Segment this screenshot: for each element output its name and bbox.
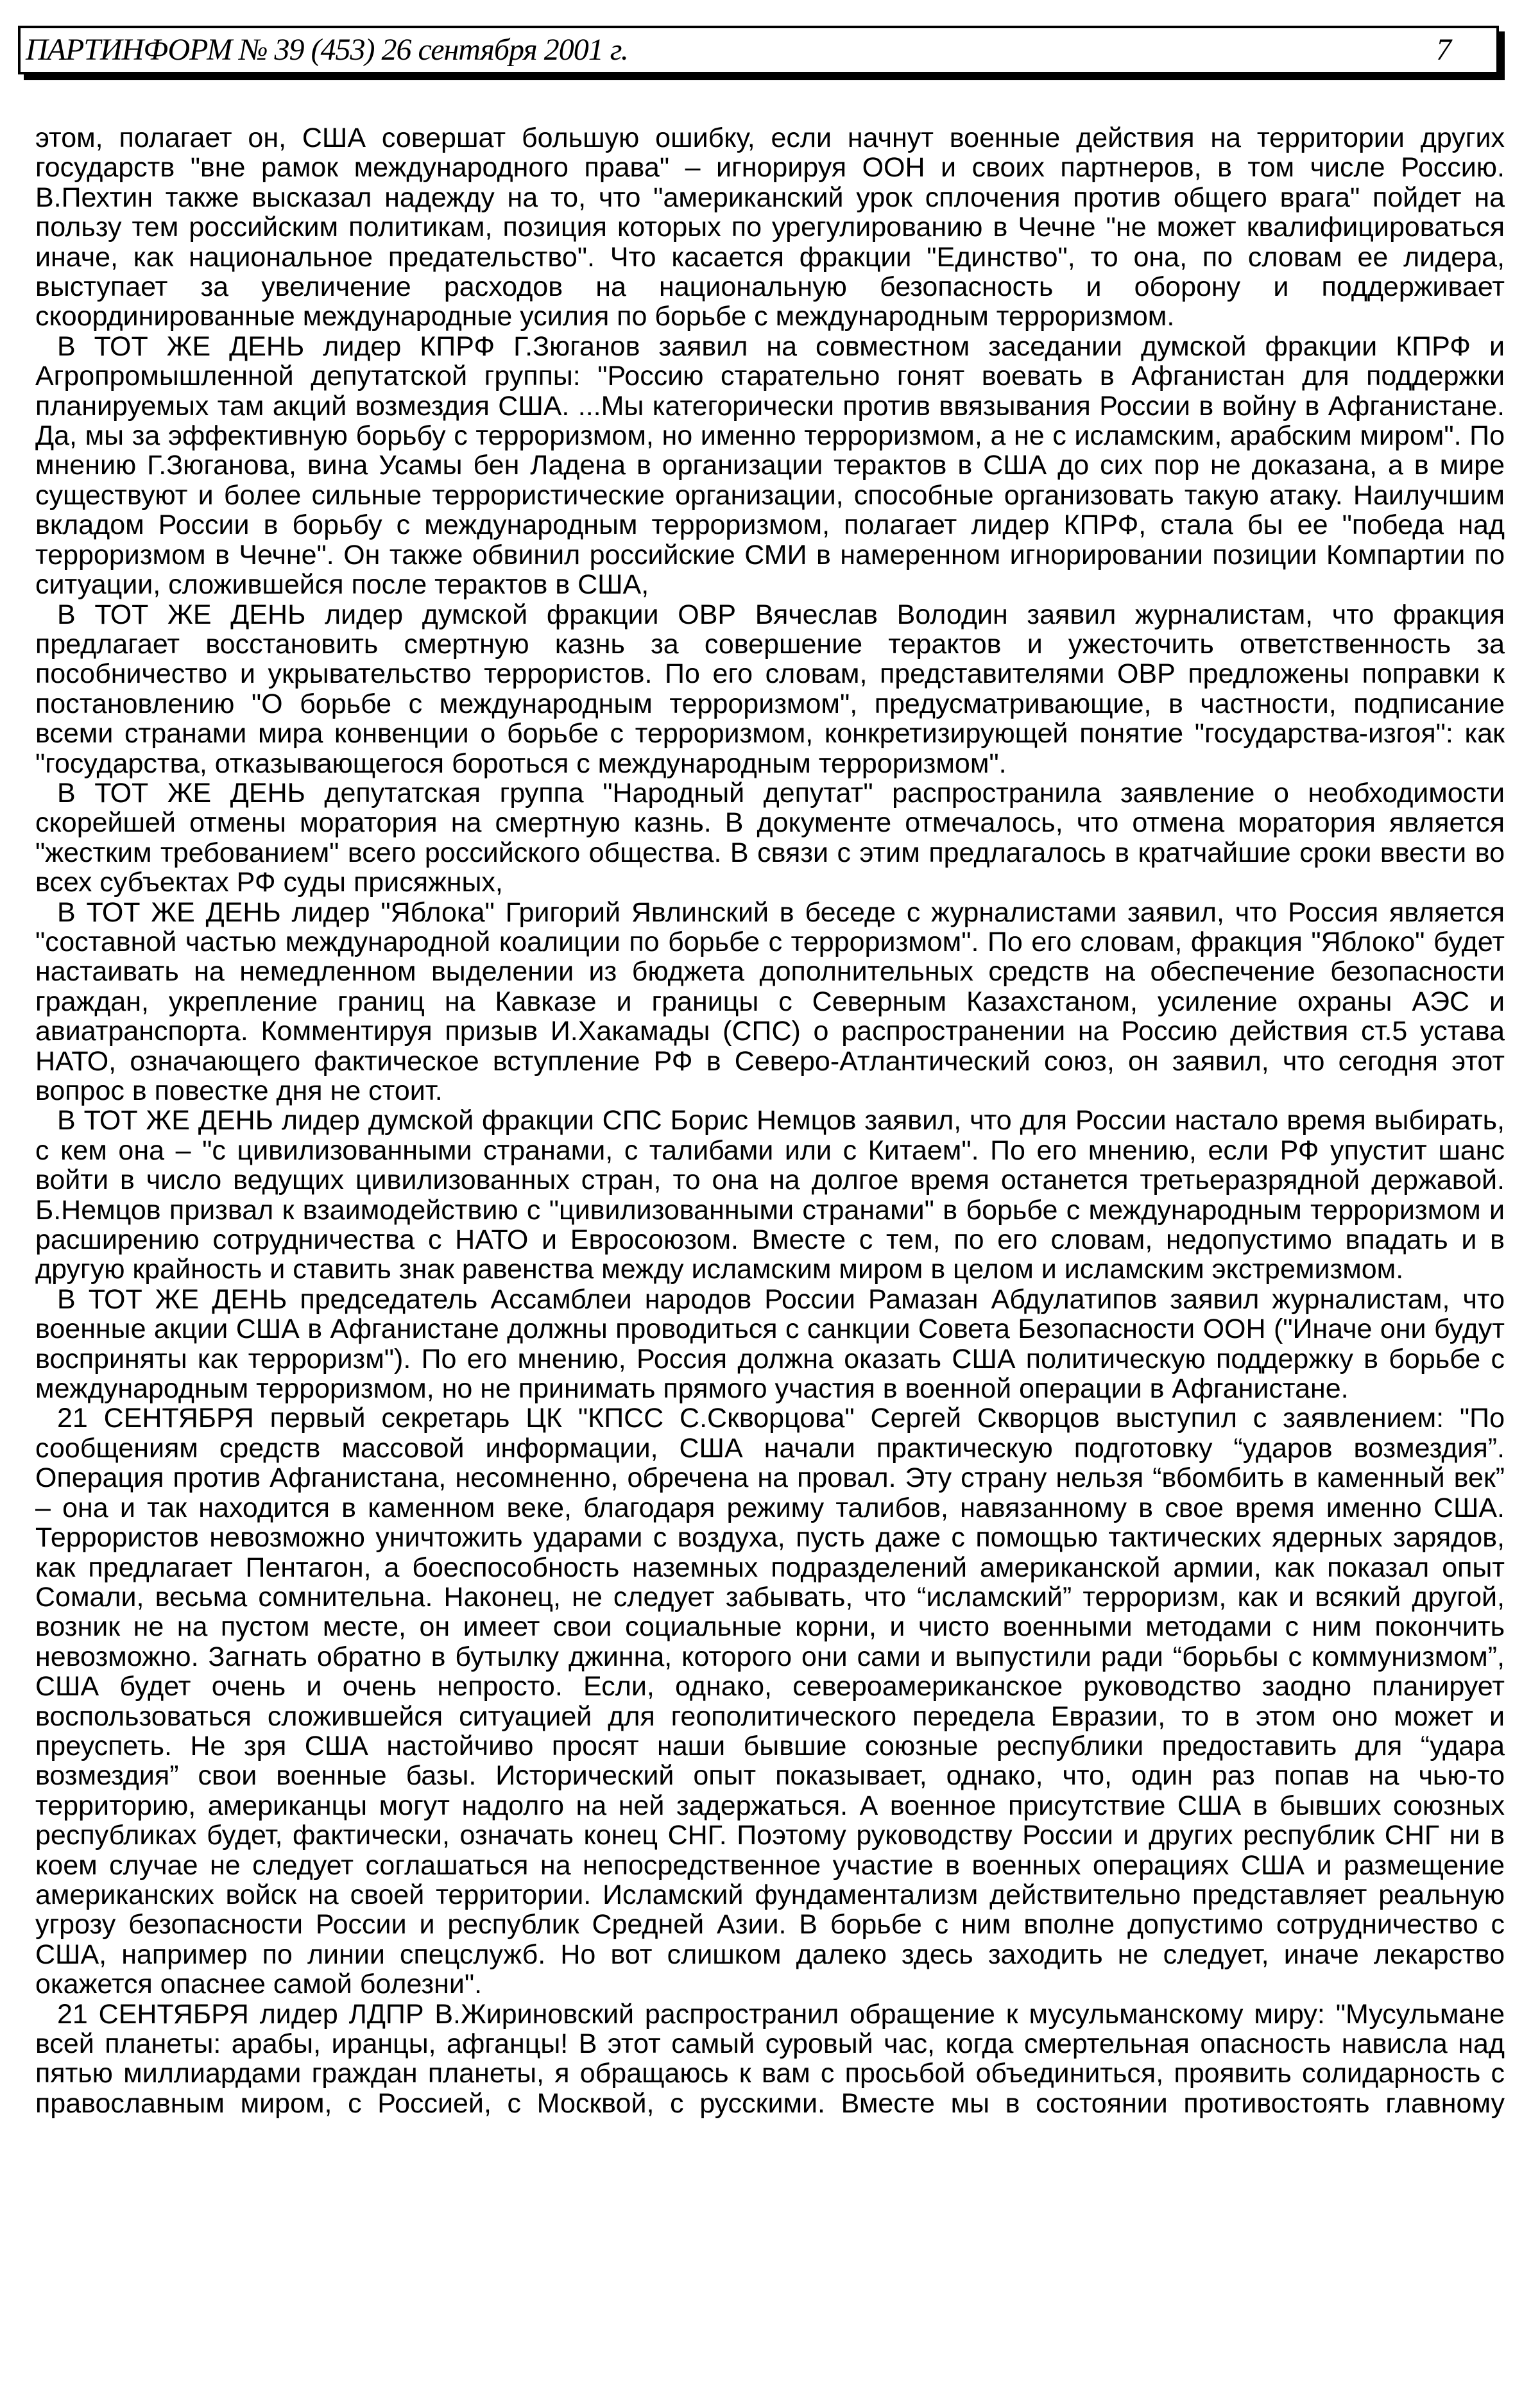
page-header xyxy=(18,26,1499,74)
paragraph: В ТОТ ЖЕ ДЕНЬ депутатская группа "Народный депутат" распространила заявление о необходимости скорейшей отмены моратория на смертную казнь. В документе отмечалось, что отмена моратория является "жестким требованием" всего российского общества. В связи с этим предлагалось в кратчайшие сроки ввести во всех субъектах РФ суды присяжных, xyxy=(35,777,1505,898)
paragraph: В ТОТ ЖЕ ДЕНЬ лидер "Яблока" Григорий Явлинский в беседе с журналистами заявил, что Россия является "составной частью международной коалиции по борьбе с терроризмом". По его словам, фракция "Яблоко" будет настаивать на немедленном выделении из бюджета дополнительных средств на обеспечение безопасности граждан, укрепление границ на Кавказе и границы с Северным Казахстаном, усиление охраны АЭС и авиатранспорта. Комментируя призыв И.Хакамады (СПС) о распространении на Россию действия ст.5 устава НАТО, означающего фактическое вступление РФ в Северо-Атлантический союз, он заявил, что сегодня этот вопрос в повестке дня не стоит. xyxy=(35,896,1505,1106)
paragraph: В ТОТ ЖЕ ДЕНЬ председатель Ассамблеи народов России Рамазан Абдулатипов заявил журналистам, что военные акции США в Афганистане должны проводиться с санкции Совета Безопасности ООН ("Иначе они будут восприняты как терроризм"). По его мнению, Россия должна оказать США политическую поддержку в борьбе с международным терроризмом, но не принимать прямого участия в военной операции в Афганистане. xyxy=(35,1283,1505,1405)
publication-title: ПАРТИНФОРМ № 39 (453) 26 сентября 2001 г. xyxy=(26,33,628,67)
paragraph: этом, полагает он, США совершат большую ошибку, если начнут военные действия на территории других государств "вне рамок международного права" – игнорируя ООН и своих партнеров, в том числе Россию. В.Пехтин также высказал надежду на то, что "американский урок сплочения против общего врага" пойдет на пользу тем российским политикам, позиция которых по урегулированию в Чечне "не может квалифицироваться иначе, как национальное предательство". Что касается фракции "Единство", то она, по словам ее лидера, выступает за увеличение расходов на национальную безопасность и оборону и поддерживает скоординированные международные усилия по борьбе с международным терроризмом. xyxy=(35,123,1505,332)
paragraph: В ТОТ ЖЕ ДЕНЬ лидер думской фракции СПС Борис Немцов заявил, что для России настало время выбирать, с кем она – "с цивилизованными странами, с талибами или с Китаем". По его мнению, если РФ упустит шанс войти в число ведущих цивилизованных стран, то она на долгое время останется третьеразрядной державой. Б.Немцов призвал к взаимодействию с "цивилизованными странами" в борьбе с международным терроризмом и расширению сотрудничества с НАТО и Евросоюзом. Вместе с тем, по его словам, недопустимо впадать и в другую крайность и ставить знак равенства между исламским миром в целом и исламским экстремизмом. xyxy=(35,1105,1505,1285)
page-number: 7 xyxy=(1436,33,1451,67)
paragraph: В ТОТ ЖЕ ДЕНЬ лидер КПРФ Г.Зюганов заявил на совместном заседании думской фракции КПРФ и Агропромышленной депутатской группы: "Россию старательно гонят воевать в Афганистан для поддержки планируемых там акций возмездия США. ...Мы категорически против ввязывания России в войну в Афганистане. Да, мы за эффективную борьбу с терроризмом, но именно терроризмом, а не с исламским, арабским миром". По мнению Г.Зюганова, вина Усамы бен Ладена в организации терактов в США до сих пор не доказана, а в мире существуют и более сильные террористические организации, способные организовать такую атаку. Наилучшим вкладом России в борьбу с международным терроризмом, полагает лидер КПРФ, стала бы ее "победа над терроризмом в Чечне". Он также обвинил российские СМИ в намеренном игнорировании позиции Компартии по ситуации, сложившейся после терактов в США, xyxy=(35,330,1505,601)
paragraph: 21 СЕНТЯБРЯ лидер ЛДПР В.Жириновский распространил обращение к мусульманскому миру: "Мусульмане всей планеты: арабы, иранцы, афганцы! В этот самый суровый час, когда смертельная опасность нависла над пятью миллиардами граждан планеты, я обращаюсь к вам с просьбой объединиться, проявить солидарность с православным миром, с Россией, с Москвой, с русскими. Вместе мы в состоянии противостоять главному xyxy=(35,1998,1505,2119)
article-body xyxy=(35,123,1505,2118)
paragraph: 21 СЕНТЯБРЯ первый секретарь ЦК "КПСС С.Скворцова" Сергей Скворцов выступил с заявлением: "По сообщениям средств массовой информации, США начали практическую подготовку “ударов возмездия”. Операция против Афганистана, несомненно, обречена на провал. Эту страну нельзя “вбомбить в каменный век” – она и так находится в каменном веке, благодаря режиму талибов, навязанному в свое время именно США. Террористов невозможно уничтожить ударами с воздуха, пусть даже с помощью тактических ядерных зарядов, как предлагает Пентагон, а боеспособность наземных подразделений американской армии, как показал опыт Сомали, весьма сомнительна. Наконец, не следует забывать, что “исламский” терроризм, как и всякий другой, возник не на пустом месте, он имеет свои социальные корни, и чисто военными методами с ним покончить невозможно. Загнать обратно в бутылку джинна, которого они сами и выпустили ради “борьбы с коммунизмом”, США будет очень и очень непросто. Если, однако, североамериканское руководство заодно планирует воспользоваться сложившейся ситуацией для геополитического передела Евразии, то в этом оно может и преуспеть. Не зря США настойчиво просят наши бывшие союзные республики предоставить для “удара возмездия” свои военные базы. Исторический опыт показывает, однако, что, один раз попав на чью-то территорию, американцы могут надолго на ней задержаться. А военное присутствие США в бывших союзных республиках будет, фактически, означать конец СНГ. Поэтому руководству России и других республик СНГ ни в коем случае не следует соглашаться на непосредственное участие в военных операциях США и размещение американских войск на своей территории. Исламский фундаментализм действительно представляет реальную угрозу безопасности России и республик Средней Азии. В борьбе с ним вполне допустимо сотрудничество с США, например по линии спецслужб. Но вот слишком далеко здесь заходить не следует, иначе лекарство окажется опаснее самой болезни". xyxy=(35,1403,1505,2000)
paragraph: В ТОТ ЖЕ ДЕНЬ лидер думской фракции ОВР Вячеслав Володин заявил журналистам, что фракция предлагает восстановить смертную казнь за совершение терактов и ужесточить ответственность за пособничество и укрывательство террористов. По его словам, представителями ОВР предложены поправки к постановлению "О борьбе с международным терроризмом", предусматривающие, в частности, подписание всеми странами мира конвенции о борьбе с терроризмом, конкретизирующей понятие "государства-изгоя": как "государства, отказывающегося бороться с международным терроризмом". xyxy=(35,599,1505,779)
